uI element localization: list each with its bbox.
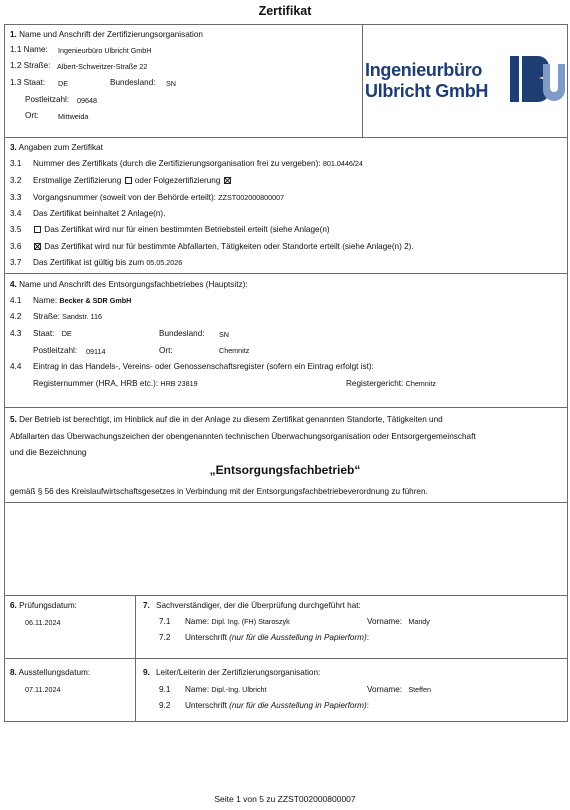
s3-row-7: 3.7 Das Zertifikat ist gültig bis zum 05.05.2026 (10, 258, 183, 267)
s3-row-4: 3.4 Das Zertifikat beinhaltet 2 Anlage(n). (10, 209, 166, 218)
s5-headline: „Entsorgungsfachbetrieb“ (209, 463, 361, 477)
s4-row-3: 4.3 Staat: DE (10, 329, 72, 338)
s9-row-1: 9.1 Name: Dipl.-Ing. Ulbricht (159, 685, 267, 694)
s1-plz-value: 09648 (77, 96, 97, 105)
s7-row-1: 7.1 Name: Dipl. Ing. (FH) Staroszyk (159, 617, 290, 626)
section-3-heading: 3. Angaben zum Zertifikat (10, 143, 103, 152)
ibu-logo-mark (510, 56, 566, 102)
checkbox-follow-certification[interactable] (224, 177, 231, 184)
s4-row-2: 4.2 Straße: Sandstr. 116 (10, 312, 102, 321)
s8-value: 07.11.2024 (25, 685, 61, 694)
s5-line-1: 5. Der Betrieb ist berechtigt, im Hinblick auf die in der Anlage zu diesem Zertifikat genannten Standorte, Tätigkeiten und (10, 415, 443, 424)
section-3-box (4, 137, 568, 274)
logo-text-line1: Ingenieurbüro (365, 60, 483, 80)
section-4-heading: 4. Name und Anschrift des Entsorgungsfachbetriebes (Hauptsitz): (10, 280, 248, 289)
s7-vorname: Vorname: Mandy (367, 617, 430, 626)
s1-plz-label: Postleitzahl: (25, 95, 70, 104)
s4-regcourt: Registergericht: Chemnitz (346, 379, 436, 388)
s4-plz-value: 09114 (86, 347, 106, 356)
s4-land-label: Bundesland: (159, 329, 205, 338)
s5-line-3: und die Bezeichnung (10, 448, 87, 457)
s9-vorname: Vorname: Steffen (367, 685, 431, 694)
s1-ort-label: Ort: (25, 111, 39, 120)
logo-mark-i (510, 56, 519, 102)
s9-heading: 9. Leiter/Leiterin der Zertifizierungsorganisation: (143, 668, 321, 677)
s4-ort-value: Chemnitz (219, 346, 250, 355)
s1-land-label: Bundesland: (110, 78, 156, 87)
logo-mark-u (543, 64, 565, 101)
s8-label: 8. Ausstellungsdatum: (10, 668, 91, 677)
s9-row-2: 9.2 Unterschrift (nur für die Ausstellung in Papierform): (159, 701, 370, 710)
s6-value: 06.11.2024 (25, 618, 61, 627)
s3-row-2: 3.2 Erstmalige Zertifizierung oder Folgezertifizierung (10, 176, 232, 185)
s3-row-3: 3.3 Vorgangsnummer (soweit von der Behörde erteilt): ZZST002000800007 (10, 193, 285, 202)
s5-line-4: gemäß § 56 des Kreislaufwirtschaftsgesetzes in Verbindung mit der Entsorgungsfachbetriebeverordnung zu führen. (10, 487, 428, 496)
s1-ort-value: Mittweida (58, 112, 89, 121)
s7-heading: 7. Sachverständiger, der die Überprüfung durchgeführt hat: (143, 601, 361, 610)
s3-row-6: 3.6 Das Zertifikat wird nur für bestimmte Abfallarten, Tätigkeiten oder Standorte erteilt (siehe Anlage(n) 2). (10, 242, 414, 251)
s4-plz-label: Postleitzahl: (33, 346, 78, 355)
s5-line-2: Abfallarten das Überwachungszeichen der obengenannten technischen Überwachungsorganisation oder Entsorgergemeinschaft (10, 432, 476, 441)
s4-land-value: SN (219, 330, 229, 339)
checkbox-waste-types[interactable] (34, 243, 41, 250)
s1-name-value: Ingenieurbüro Ulbricht GmbH (58, 46, 152, 55)
s7-row-2: 7.2 Unterschrift (nur für die Ausstellung in Papierform): (159, 633, 370, 642)
s1-state-label: 1.3 Staat: (10, 78, 46, 87)
s1-street-value: Albert-Schweitzer-Straße 22 (57, 62, 148, 71)
checkbox-first-certification[interactable] (125, 177, 132, 184)
s3-row-1: 3.1 Nummer des Zertifikats (durch die Zertifizierungsorganisation frei zu vergeben): 801.0446/24 (10, 159, 363, 168)
logo-text-line2: Ulbricht GmbH (365, 81, 489, 101)
s1-state-value: DE (58, 79, 68, 88)
blank-box (4, 502, 568, 596)
s3-row-5: 3.5 Das Zertifikat wird nur für einen bestimmten Betriebsteil erteilt (siehe Anlage(n) (10, 225, 330, 234)
s4-row-1: 4.1 Name: Becker & SDR GmbH (10, 296, 132, 305)
s4-regnr: Registernummer (HRA, HRB etc.): HRB 23819 (33, 379, 198, 388)
s4-row-4: 4.4 Eintrag in das Handels-, Vereins- oder Genossenschaftsregister (sofern ein Eintrag erfolgt ist): (10, 362, 374, 371)
s1-street-label: 1.2 Straße: (10, 61, 51, 70)
s1-land-value: SN (166, 79, 176, 88)
s1-name-label: 1.1 Name: (10, 45, 48, 54)
s4-ort-label: Ort: (159, 346, 173, 355)
page-footer: Seite 1 von 5 zu ZZST002000800007 (214, 794, 356, 804)
page-title: Zertifikat (258, 4, 312, 18)
checkbox-operating-part[interactable] (34, 226, 41, 233)
s6-label: 6. Prüfungsdatum: (10, 601, 77, 610)
section-1-heading: 1. Name und Anschrift der Zertifizierungsorganisation (10, 30, 203, 39)
